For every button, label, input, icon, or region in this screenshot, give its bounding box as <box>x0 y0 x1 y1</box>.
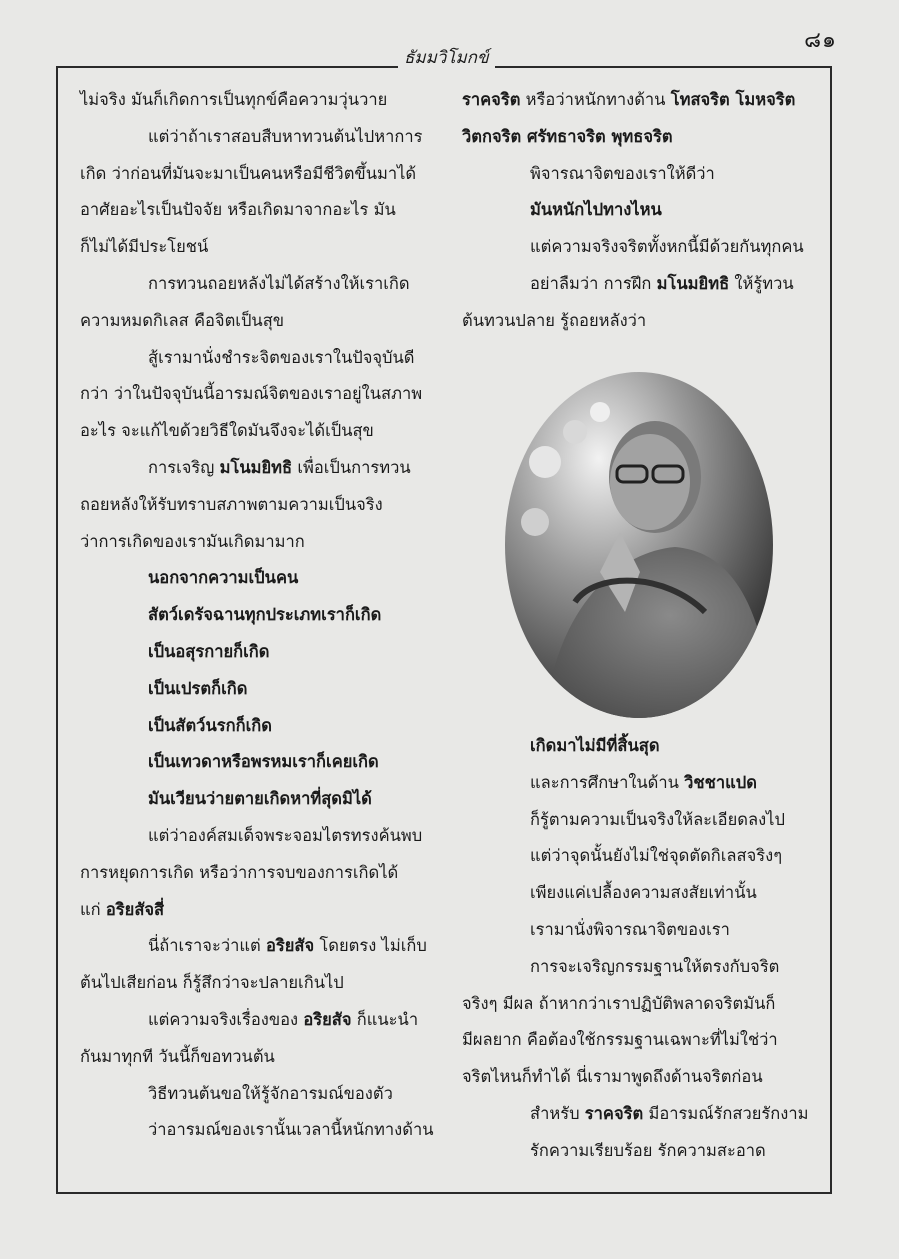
text-line: สู้เรามานั่งชำระจิตของเราในปัจจุบันดี <box>148 347 415 367</box>
bold-line: นอกจากความเป็นคน <box>148 568 299 588</box>
bold-term: มโนมยิทธิ <box>219 457 293 477</box>
left-column <box>80 82 440 1149</box>
bold-line: เป็นเปรตก็เกิด <box>148 678 248 698</box>
text-line: และการศึกษาในด้าน วิชชาแปด <box>530 772 757 792</box>
bold-term: วิชชาแปด <box>684 772 757 792</box>
text-line: รักความเรียบร้อย รักความสะอาด <box>530 1140 766 1160</box>
text-line: เกิด ว่าก่อนที่มันจะมาเป็นคนหรือมีชีวิตขึ้นมาได้ <box>80 163 417 183</box>
text-line: แก่ อริยสัจสี่ <box>80 899 165 919</box>
text-line: แต่ความจริงเรื่องของ อริยสัจ ก็แนะนำ <box>148 1009 419 1029</box>
text-line: การหยุดการเกิด หรือว่าการจบของการเกิดได้ <box>80 862 399 882</box>
text-line: การจะเจริญกรรมฐานให้ตรงกับจริต <box>530 956 780 976</box>
text-line: กันมาทุกที วันนี้ก็ขอทวนต้น <box>80 1046 275 1066</box>
bold-line: เกิดมาไม่มีที่สิ้นสุด <box>530 736 660 755</box>
text-line: แต่ความจริงจริตทั้งหกนี้มีด้วยกันทุกคน <box>530 237 804 257</box>
bold-line: เป็นสัตว์นรกก็เกิด <box>148 715 272 735</box>
portrait-image <box>505 372 773 718</box>
bold-term: โทสจริต โมหจริต <box>670 90 796 109</box>
text-line: ไม่จริง มันก็เกิดการเป็นทุกข์คือความวุ่นวาย <box>80 90 388 109</box>
bold-line: เป็นเทวดาหรือพรหมเราก็เคยเกิด <box>148 752 379 772</box>
bold-term: อริยสัจ <box>265 936 315 956</box>
monk-portrait-photo <box>505 372 773 718</box>
text-line: เรามานั่งพิจารณาจิตของเรา <box>530 919 730 939</box>
text-line: ราคจริต หรือว่าหนักทางด้าน โทสจริต โมหจริต <box>462 90 796 109</box>
text-line: เพียงแค่เปลื้องความสงสัยเท่านั้น <box>530 883 757 903</box>
running-head: ธัมมวิโมกข์ <box>398 44 495 71</box>
text-line: การทวนถอยหลังไม่ได้สร้างให้เราเกิด <box>148 273 410 293</box>
page-number: ๘๑ <box>804 28 837 53</box>
text-line: มีผลยาก คือต้องใช้กรรมฐานเฉพาะที่ไม่ใช่ว่า <box>462 1030 778 1050</box>
text-line: ต้นทวนปลาย รู้ถอยหลังว่า <box>462 310 647 330</box>
text-line: สำหรับ ราคจริต มีอารมณ์รักสวยรักงาม <box>530 1103 809 1123</box>
text-line: ถอยหลังให้รับทราบสภาพตามความเป็นจริง <box>80 494 383 514</box>
text-line: แต่ว่าถ้าเราสอบสืบหาทวนต้นไปหาการ <box>148 126 423 146</box>
right-column-top <box>462 82 824 340</box>
text-line: นี่ถ้าเราจะว่าแต่ อริยสัจ โดยตรง ไม่เก็บ <box>148 936 427 956</box>
text-line: ความหมดกิเลส คือจิตเป็นสุข <box>80 310 285 330</box>
text-line: พิจารณาจิตของเราให้ดีว่า <box>530 163 715 183</box>
text-line: แต่ว่าจุดนั้นยังไม่ใช่จุดตัดกิเลสจริงๆ <box>530 846 783 866</box>
text-line: กว่า ว่าในปัจจุบันนี้อารมณ์จิตของเราอยู่ในสภาพ <box>80 384 423 404</box>
text-line: ต้นไปเสียก่อน ก็รู้สึกว่าจะปลายเกินไป <box>80 973 344 993</box>
bold-line: เป็นอสุรกายก็เกิด <box>148 641 270 661</box>
bold-term: อริยสัจ <box>303 1009 352 1029</box>
text-line: ว่าอารมณ์ของเรานั้นเวลานี้หนักทางด้าน <box>148 1120 434 1140</box>
text-line: อย่าลืมว่า การฝึก มโนมยิทธิ ให้รู้ทวน <box>530 273 794 293</box>
text-line: วิธีทวนต้นขอให้รู้จักอารมณ์ของตัว <box>148 1083 393 1103</box>
bold-line: มันหนักไปทางไหน <box>530 200 662 220</box>
bold-term: อริยสัจสี่ <box>105 899 165 919</box>
text-line: การเจริญ มโนมยิทธิ เพื่อเป็นการทวน <box>148 457 411 477</box>
text-line: อะไร จะแก้ไขด้วยวิธีใดมันจึงจะได้เป็นสุข <box>80 421 374 441</box>
text-line: ก็ไม่ได้มีประโยชน์ <box>80 237 209 257</box>
bold-term: มโนมยิทธิ <box>656 273 730 293</box>
bold-term: ราคจริต <box>462 90 521 109</box>
right-column-bottom <box>462 728 824 1170</box>
text-line: อาศัยอะไรเป็นปัจจัย หรือเกิดมาจากอะไร มัน <box>80 200 396 220</box>
text-line: ก็รู้ตามความเป็นจริงให้ละเอียดลงไป <box>530 809 785 829</box>
text-line: ว่าการเกิดของเรามันเกิดมามาก <box>80 531 305 551</box>
bold-line: มันเวียนว่ายตายเกิดหาที่สุดมิได้ <box>148 789 372 809</box>
bold-line: วิตกจริต ศรัทธาจริต พุทธจริต <box>462 126 673 146</box>
bold-line: สัตว์เดรัจฉานทุกประเภทเราก็เกิด <box>148 605 382 625</box>
text-line: จริตไหนก็ทำได้ นี่เรามาพูดถึงด้านจริตก่อน <box>462 1067 763 1087</box>
text-line: แต่ว่าองค์สมเด็จพระจอมไตรทรงค้นพบ <box>148 825 423 845</box>
text-line: จริงๆ มีผล ถ้าหากว่าเราปฏิบัติพลาดจริตมันก็ <box>462 993 776 1013</box>
bold-term: ราคจริต <box>584 1103 644 1123</box>
